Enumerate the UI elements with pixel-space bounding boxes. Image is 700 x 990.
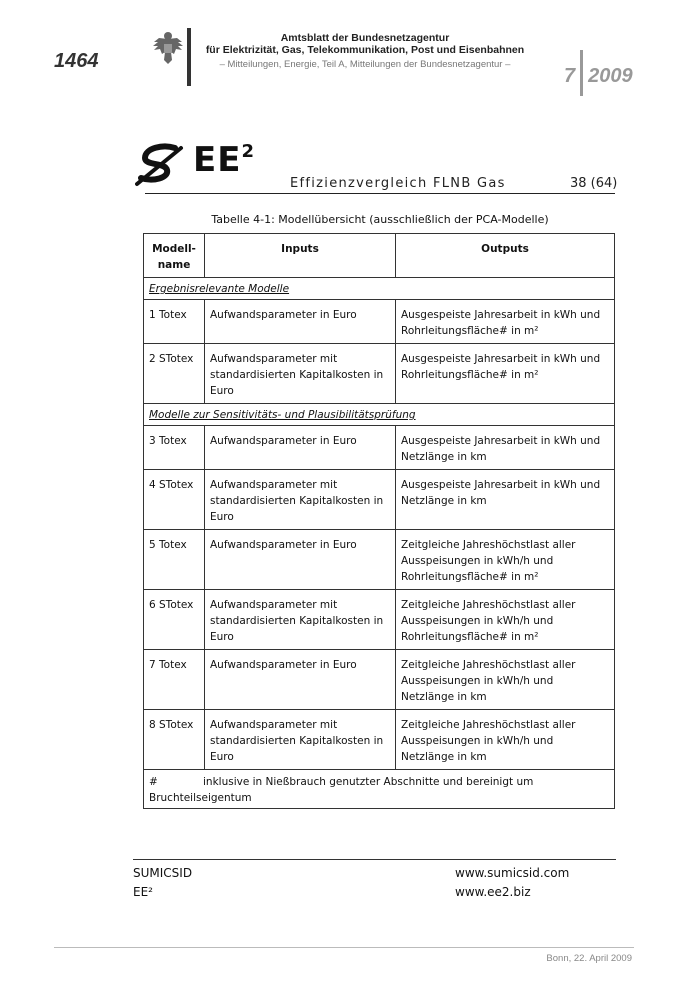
issue-divider	[580, 50, 583, 96]
table-row	[144, 650, 615, 710]
column-header-name: Modell-name	[144, 234, 205, 278]
model-inputs: Aufwandsparameter in Euro	[205, 426, 396, 470]
section-row	[144, 278, 615, 300]
footnote-row	[144, 770, 615, 809]
table-caption: Tabelle 4-1: Modellübersicht (ausschließlich der PCA-Modelle)	[211, 213, 549, 226]
model-name: 7 Totex	[144, 650, 205, 710]
section-row	[144, 404, 615, 426]
model-outputs: Ausgespeiste Jahresarbeit in kWh und Rohrleitungsfläche# in m²	[396, 344, 615, 404]
table-row	[144, 590, 615, 650]
column-header-inputs: Inputs	[205, 234, 396, 278]
model-inputs: Aufwandsparameter mit standardisierten Kapitalkosten in Euro	[205, 344, 396, 404]
footer-company: SUMICSID	[133, 866, 193, 880]
model-name: 5 Totex	[144, 530, 205, 590]
report-footer-rule	[133, 859, 616, 860]
model-outputs: Zeitgleiche Jahreshöchstlast aller Ausspeisungen in kWh/h und Netzlänge in km	[396, 650, 615, 710]
model-name: 6 STotex	[144, 590, 205, 650]
ee2-swoosh-logo-icon	[135, 142, 187, 190]
model-name: 1 Totex	[144, 300, 205, 344]
federal-eagle-icon	[152, 30, 184, 66]
issue-label	[564, 50, 633, 96]
model-name: 3 Totex	[144, 426, 205, 470]
model-name: 4 STotex	[144, 470, 205, 530]
model-inputs: Aufwandsparameter mit standardisierten Kapitalkosten in Euro	[205, 710, 396, 770]
footnote-text: inklusive in Nießbrauch genutzter Abschnitte und bereinigt um Bruchteilseigentum	[149, 776, 534, 804]
model-name: 2 STotex	[144, 344, 205, 404]
report-header-rule	[145, 193, 615, 194]
gazette-subtitle: – Mitteilungen, Energie, Teil A, Mitteilungen der Bundesnetzagentur –	[219, 59, 511, 70]
table-row	[144, 300, 615, 344]
model-name: 8 STotex	[144, 710, 205, 770]
table-row	[144, 344, 615, 404]
ee2-logo-text: $EE^2$	[193, 140, 255, 180]
model-outputs: Zeitgleiche Jahreshöchstlast aller Ausspeisungen in kWh/h und Rohrleitungsfläche# in m²	[396, 530, 615, 590]
footnote-mark: #	[149, 776, 158, 788]
gazette-title	[205, 32, 525, 56]
issue-year: 2009	[588, 65, 633, 87]
report-title: Effizienzvergleich FLNB Gas	[290, 176, 506, 191]
publication-date: Bonn, 22. April 2009	[546, 953, 632, 964]
header-divider	[187, 28, 191, 86]
table-row	[144, 530, 615, 590]
table-row	[144, 426, 615, 470]
table-header-row	[144, 234, 615, 278]
footer-url-ee2: www.ee2.biz	[455, 885, 531, 899]
table-row	[144, 470, 615, 530]
page-number: 1464	[54, 50, 99, 72]
issue-number: 7	[564, 65, 576, 87]
section-label: Modelle zur Sensitivitäts- und Plausibilitätsprüfung	[149, 409, 416, 421]
model-inputs: Aufwandsparameter in Euro	[205, 650, 396, 710]
report-page: 38 (64)	[570, 176, 618, 191]
model-overview-table	[143, 233, 615, 809]
gazette-title-line2: für Elektrizität, Gas, Telekommunikation, Post und Eisenbahnen	[205, 44, 525, 56]
gazette-title-line1: Amtsblatt der Bundesnetzagentur	[280, 32, 450, 44]
footer-url-sumicsid: www.sumicsid.com	[455, 866, 570, 880]
model-inputs: Aufwandsparameter in Euro	[205, 530, 396, 590]
column-header-outputs: Outputs	[396, 234, 615, 278]
table-row	[144, 710, 615, 770]
model-outputs: Ausgespeiste Jahresarbeit in kWh und Rohrleitungsfläche# in m²	[396, 300, 615, 344]
section-label: Ergebnisrelevante Modelle	[149, 283, 290, 295]
model-inputs: Aufwandsparameter mit standardisierten Kapitalkosten in Euro	[205, 590, 396, 650]
model-outputs: Zeitgleiche Jahreshöchstlast aller Ausspeisungen in kWh/h und Rohrleitungsfläche# in m²	[396, 590, 615, 650]
model-outputs: Ausgespeiste Jahresarbeit in kWh und Netzlänge in km	[396, 470, 615, 530]
model-inputs: Aufwandsparameter in Euro	[205, 300, 396, 344]
model-outputs: Zeitgleiche Jahreshöchstlast aller Ausspeisungen in kWh/h und Netzlänge in km	[396, 710, 615, 770]
model-outputs: Ausgespeiste Jahresarbeit in kWh und Netzlänge in km	[396, 426, 615, 470]
footer-company-2: EE²	[133, 885, 153, 899]
page-footer-rule	[54, 947, 634, 948]
model-inputs: Aufwandsparameter mit standardisierten Kapitalkosten in Euro	[205, 470, 396, 530]
